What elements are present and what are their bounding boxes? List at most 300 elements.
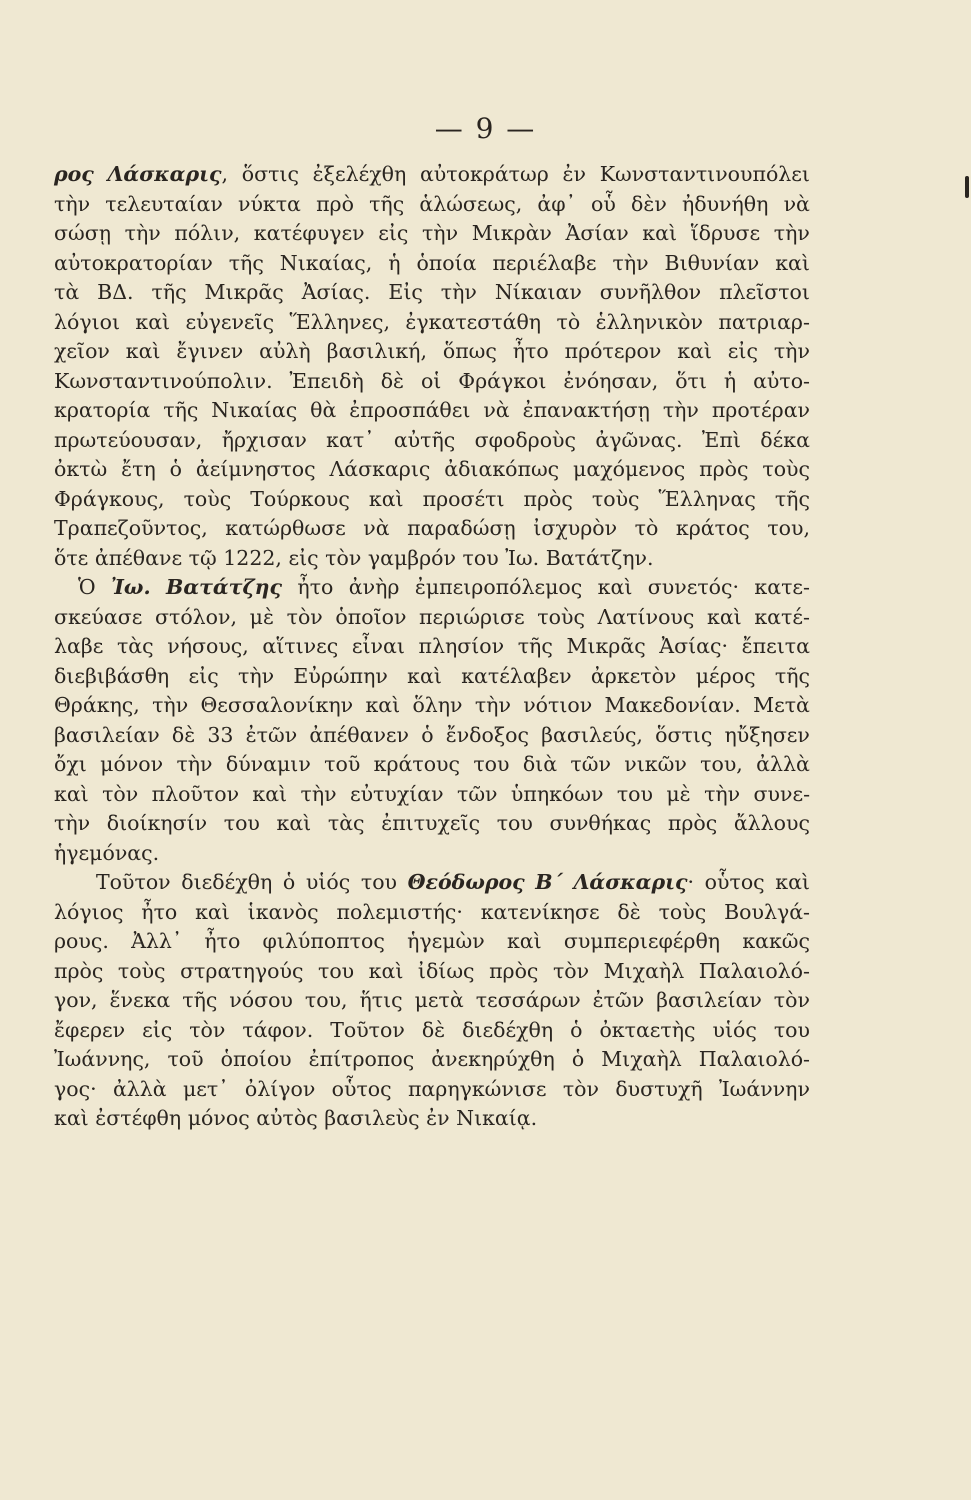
word: 1222, — [223, 545, 282, 570]
word: καὶ — [775, 870, 810, 894]
word: συνθήκας — [549, 811, 652, 835]
word: στρατηγούς — [180, 958, 304, 983]
word: περιέλαβε — [492, 250, 597, 275]
word: Εὐρώπην — [293, 663, 388, 688]
word: Ἰωάννης, — [54, 1047, 151, 1071]
word: διεδέχθη — [181, 870, 273, 894]
word: κατ᾽ — [326, 427, 375, 452]
word: εἰς — [378, 221, 409, 245]
word: ἀλλὰ — [756, 752, 810, 776]
text-line — [54, 190, 810, 220]
word: προσέτι — [422, 486, 505, 511]
word: πλεῖστοι — [719, 280, 810, 304]
word: ἔφερεν — [54, 1017, 126, 1042]
word: του, — [767, 516, 810, 540]
word: τὰς — [116, 634, 154, 658]
word: τῆς — [517, 634, 553, 658]
word: τὰ — [54, 280, 80, 304]
word: συμπεριεφέρθη — [563, 929, 721, 953]
word: πρὸ — [316, 191, 354, 216]
word: ὁποῖον — [335, 604, 407, 629]
word: κράτους — [373, 752, 460, 776]
word: τὸ — [556, 309, 581, 334]
word: Λατίνους — [597, 604, 695, 629]
word: Β´ — [535, 870, 563, 894]
text-line — [54, 1104, 810, 1134]
word: οἱ — [420, 368, 442, 393]
word: αὐτοκράτωρ — [419, 162, 549, 186]
word: Ἕλληνες, — [289, 309, 391, 334]
word: καὶ — [775, 250, 810, 275]
word: τὴν — [124, 221, 161, 245]
word: καὶ — [506, 929, 542, 953]
word: ἐνόησαν, — [563, 368, 659, 393]
word: τοὺς — [183, 486, 232, 511]
word: Θράκης, — [54, 693, 140, 717]
word: τοὺς — [117, 958, 166, 983]
word: παρηγκώνισε — [407, 1076, 547, 1101]
word: ἦτο — [512, 339, 549, 363]
word: καὶ — [368, 486, 404, 511]
text-line — [54, 662, 810, 692]
word: ὅστις — [655, 722, 713, 747]
text-line — [54, 573, 810, 603]
word: ὅτε — [54, 545, 89, 570]
word: βασιλεὺς — [324, 1106, 420, 1130]
word: δὲν — [630, 191, 667, 216]
text-line — [54, 455, 810, 485]
word: Ἀσίας. — [301, 280, 371, 304]
word: ἑλληνικὸν — [595, 309, 703, 334]
text-line — [54, 986, 810, 1016]
text-line — [54, 898, 810, 928]
word: Ἀσίας· — [659, 634, 728, 658]
word: εἰς — [288, 545, 319, 570]
word: ὁ — [169, 457, 182, 481]
word: βασιλείαν — [54, 722, 160, 747]
word: συνετός· — [647, 575, 740, 599]
text-line — [54, 219, 810, 249]
word: κατέφυγεν — [253, 221, 365, 245]
text-line — [54, 278, 810, 308]
text-line — [54, 514, 810, 544]
word: ηὔξησεν — [724, 722, 810, 747]
word: πρὸς — [489, 958, 539, 983]
word: ἡγεμόνας. — [54, 840, 160, 865]
word: Ἕλληνας — [658, 486, 756, 511]
word: Λάσκαρις· — [573, 870, 695, 894]
word: λόγιος — [54, 899, 124, 924]
word: κρατορία — [54, 398, 151, 422]
word: ἵδρυσε — [690, 221, 761, 245]
word: Μικρᾶς — [204, 280, 284, 304]
word: ὀκτὼ — [54, 457, 108, 481]
word: τελευταίαν — [105, 191, 223, 216]
word: εἰς — [188, 663, 219, 688]
word: Βιθυνίαν — [664, 250, 760, 275]
page-number: — 9 — — [434, 112, 537, 145]
word: τεσσάρων — [475, 988, 581, 1012]
word: ὅστις — [241, 162, 299, 186]
word: νικῶν — [624, 752, 687, 776]
word: γον, — [54, 988, 98, 1012]
word: διεδέχθη — [462, 1017, 554, 1042]
word: τὸ — [634, 516, 659, 540]
word: Νικαίας — [211, 398, 298, 422]
word: κατέ- — [754, 604, 810, 629]
word: καὶ — [125, 339, 161, 363]
word: στόλον, — [155, 604, 237, 629]
word: ρους. — [54, 929, 109, 953]
word: Μικρᾶς — [566, 634, 646, 658]
word: Θεσσαλονίκην — [200, 693, 354, 717]
word: ὁ — [570, 1017, 583, 1042]
word: τὴν — [662, 398, 699, 422]
word: βασιλείαν — [656, 988, 762, 1012]
word: τὰς — [327, 811, 365, 835]
word: του — [317, 958, 355, 983]
word: πόλιν, — [174, 221, 241, 245]
word: ρος — [54, 162, 94, 186]
word: ἐγκατεστάθη — [405, 309, 542, 334]
text-line — [54, 780, 810, 810]
text-line — [54, 160, 810, 190]
text-line — [54, 721, 810, 751]
text-line — [54, 544, 810, 574]
word: Ἰω. — [505, 545, 540, 570]
word: ὅλην — [412, 693, 463, 717]
word: ἔγινεν — [176, 339, 244, 363]
word: ὀκταετὴς — [599, 1017, 696, 1042]
word: ὁ — [421, 722, 434, 747]
word: νήσους, — [167, 634, 249, 658]
word: τῆς — [228, 250, 264, 275]
word: Λάσκαρις, — [107, 162, 229, 186]
word: του, — [700, 752, 743, 776]
word: νόσου — [229, 988, 293, 1012]
word: τὴν — [300, 781, 337, 806]
word: καὶ — [54, 1106, 89, 1130]
word: σώσῃ — [54, 221, 111, 245]
word: Μακεδονίαν. — [604, 693, 741, 717]
word: καὶ — [677, 339, 712, 363]
word: ΒΔ. — [97, 280, 134, 304]
word: ἔνδοξος — [445, 722, 529, 747]
word: ἥτις — [359, 988, 403, 1012]
word: του — [496, 811, 533, 835]
word: τοὺς — [658, 899, 707, 924]
word: του — [773, 1017, 810, 1042]
word: πρὸς — [667, 811, 718, 835]
word: εἰς — [142, 1017, 173, 1042]
text-line — [54, 308, 810, 338]
word: τάφον. — [242, 1017, 314, 1042]
word: οὗτος — [704, 870, 765, 894]
word: ἀγῶνας. — [595, 427, 683, 452]
word: διὰ — [522, 752, 558, 776]
word: συνε- — [753, 781, 810, 806]
word: τῶν — [570, 752, 611, 776]
word: πρὸς — [523, 486, 573, 511]
word: ἀνὴρ — [348, 575, 400, 599]
word: ἡ — [388, 250, 401, 275]
word: λόγιοι — [54, 309, 121, 334]
word: συνῆλθον — [599, 280, 702, 304]
word: τῆς — [774, 663, 810, 688]
word: Κωνσταντινούπολιν. — [54, 368, 273, 393]
word: Μιχαὴλ — [601, 1047, 682, 1071]
word: καὶ — [135, 309, 171, 334]
word: τὴν — [773, 221, 810, 245]
word: τὴν — [54, 811, 91, 835]
word: του — [360, 870, 398, 894]
text-line — [54, 868, 810, 898]
word: διεβιβάσθη — [54, 663, 170, 688]
word: ὅτι — [675, 368, 707, 393]
word: ἄλλους — [733, 811, 810, 835]
word: ἐξελέχθη — [312, 162, 407, 186]
word: Ἐπὶ — [701, 427, 741, 452]
word: γαμβρόν — [367, 545, 456, 570]
word: τὴν — [176, 752, 213, 776]
word: νὰ — [363, 516, 390, 540]
word: δὲ — [421, 1017, 446, 1042]
word: μετ᾽ — [182, 1076, 229, 1101]
word: Ἰωάννην — [719, 1076, 810, 1101]
word: τὴν — [54, 191, 91, 216]
word: πλησίον — [418, 634, 505, 658]
word: Ἀλλ᾽ — [131, 929, 183, 953]
word: ἀδιακόπως — [444, 457, 560, 481]
text-line — [54, 632, 810, 662]
word: τῶν — [456, 781, 498, 806]
word: Φράγκοι — [458, 368, 547, 393]
word: δὲ — [171, 722, 196, 747]
word: πρὸς — [699, 457, 749, 481]
word: του — [616, 781, 653, 806]
word: ἡγεμὼν — [407, 929, 485, 953]
word: καὶ — [195, 899, 230, 924]
word: ἀρκετὸν — [590, 663, 677, 688]
word: του, — [304, 988, 348, 1012]
word: ἠδυνήθη — [681, 191, 769, 216]
word: ἦτο — [204, 929, 241, 953]
word: κακῶς — [742, 929, 810, 953]
word: δέκα — [760, 427, 810, 452]
word: καὶ — [368, 958, 404, 983]
word: Τοῦτον — [330, 1017, 405, 1042]
word: ἰδίως — [417, 958, 475, 983]
word: τοὺς — [537, 604, 585, 629]
word: σκεύασε — [54, 604, 143, 629]
word: καὶ — [276, 811, 312, 835]
word: Τούρκους — [250, 486, 350, 511]
word: Βατάτζην. — [545, 545, 654, 570]
word: Νικαίας, — [279, 250, 373, 275]
word: αὐτο- — [753, 368, 810, 393]
word: αὐτοκρατορίαν — [54, 250, 213, 275]
word: Ἰω. — [111, 575, 151, 599]
word: τὴν — [440, 280, 477, 304]
word: Φράγκους, — [54, 486, 165, 511]
word: ὁποίου — [220, 1047, 292, 1071]
word: ἀπέθανε — [94, 545, 183, 570]
word: κράτος — [675, 516, 750, 540]
word: υἱός — [305, 870, 351, 894]
word: του — [223, 811, 260, 835]
word: ἀπέθανεν — [309, 722, 410, 747]
word: ἱκανὸς — [247, 899, 319, 924]
word: Ἀσίαν — [565, 221, 629, 245]
word: νότιον — [523, 693, 593, 717]
word: ἐτῶν — [592, 988, 645, 1012]
word: ἐπιτυχεῖς — [381, 811, 481, 835]
word: τὴν — [704, 781, 741, 806]
word: θὰ — [310, 398, 337, 422]
word: ὁ — [571, 1047, 585, 1071]
word: Μετὰ — [753, 693, 810, 717]
word: κατώρθωσε — [225, 516, 346, 540]
word: κατε- — [754, 575, 810, 599]
word: δὲ — [380, 368, 405, 393]
word: καὶ — [54, 781, 89, 806]
word: ἀφ᾽ — [537, 191, 576, 216]
text-line — [54, 367, 810, 397]
text-line — [54, 426, 810, 456]
word: τὸν — [102, 781, 139, 806]
word: μόνον — [100, 752, 164, 776]
word: πρωτεύουσαν, — [54, 427, 203, 452]
word: προτέραν — [711, 398, 810, 422]
word: τῆς — [182, 988, 218, 1012]
word: ἐπανακτήσῃ — [522, 398, 650, 422]
word: λαβε — [54, 634, 104, 658]
word: νὰ — [483, 398, 510, 422]
word: Ἐπειδὴ — [289, 368, 364, 393]
word: αὐτὸς — [256, 1106, 318, 1130]
word: κατενίκησε — [480, 899, 600, 924]
word: τὸν — [562, 1076, 599, 1101]
word: ἐν — [426, 1106, 450, 1130]
word: Μικρὰν — [471, 221, 552, 245]
word: ἡ — [723, 368, 737, 393]
word: ἔπειτα — [741, 634, 810, 658]
word: χεῖον — [54, 339, 110, 363]
word: ἰσχυρὸν — [533, 516, 618, 540]
word: εἰς — [727, 339, 758, 363]
word: πολεμιστής· — [336, 899, 463, 924]
word: Νίκαιαν — [494, 280, 582, 304]
word: δύναμιν — [225, 752, 311, 776]
word: ἀείμνηστος — [195, 457, 316, 481]
word: ἐν — [562, 162, 586, 186]
word: τῆς — [151, 280, 187, 304]
word: τὸν — [286, 604, 323, 629]
word: τῆς — [163, 398, 199, 422]
word: γος· — [54, 1076, 97, 1101]
text-line — [54, 1016, 810, 1046]
word: οὗ — [591, 191, 616, 216]
word: ἀλλὰ — [112, 1076, 167, 1101]
word: καὶ — [707, 604, 742, 629]
word: τοῦ — [167, 1047, 204, 1071]
word: σφοδροὺς — [474, 427, 576, 452]
word: οὗτος — [331, 1076, 392, 1101]
text-line — [54, 249, 810, 279]
word: μὲ — [249, 604, 274, 629]
word: ἔτη — [121, 457, 156, 481]
word: εἶναι — [351, 634, 405, 658]
word: τὴν — [421, 221, 459, 245]
text-line — [54, 957, 810, 987]
word: ὁποία — [416, 250, 477, 275]
word: τὸν — [325, 545, 362, 570]
word: τὸν — [189, 1017, 226, 1042]
word: τῆς — [774, 486, 810, 511]
word: παραδώσῃ — [407, 516, 516, 540]
text-line — [54, 485, 810, 515]
word: πατριαρ- — [718, 309, 810, 334]
word: Εἰς — [388, 280, 423, 304]
word: αὐλὴ — [259, 339, 311, 363]
word: βασιλική, — [326, 339, 427, 363]
word: περιώρισε — [419, 604, 525, 629]
word: Ὁ — [78, 575, 96, 599]
word: καὶ — [365, 693, 401, 717]
word: Παλαιολό- — [698, 1047, 810, 1071]
word: τῆς — [369, 191, 405, 216]
word: 33 — [207, 722, 234, 747]
word: μαχόμενος — [573, 457, 686, 481]
word: εὐγενεῖς — [185, 309, 275, 334]
edge-mark — [965, 176, 969, 198]
text-line — [54, 603, 810, 633]
word: τοὺς — [762, 457, 810, 481]
text-line — [54, 396, 810, 426]
word: υἱός — [712, 1017, 757, 1042]
word: καὶ — [252, 781, 288, 806]
word: Μιχαὴλ — [603, 958, 685, 983]
word: ἦτο — [141, 899, 178, 924]
word: ὄχι — [54, 752, 87, 776]
word: Βατάτζης — [166, 575, 282, 599]
word: του — [473, 752, 510, 776]
word: τὴν — [773, 339, 810, 363]
word: ἕνεκα — [109, 988, 171, 1012]
word: ὑπηκόων — [510, 781, 604, 806]
word: ἁλώσεως, — [419, 191, 523, 216]
word: αἵτινες — [262, 634, 339, 658]
word: Λάσκαρις — [329, 457, 431, 481]
word: δυστυχῆ — [615, 1076, 703, 1101]
word: Βουλγά- — [724, 899, 810, 924]
text-line — [54, 750, 810, 780]
word: ὅπως — [442, 339, 497, 363]
word: μέρος — [695, 663, 756, 688]
word: μὲ — [666, 781, 691, 806]
word: ἐμπειροπόλεμος — [414, 575, 583, 599]
word: πρὸς — [54, 958, 104, 983]
text-line — [54, 1045, 810, 1075]
word: δὲ — [617, 899, 641, 924]
text-line — [54, 337, 810, 367]
word: ὁ — [282, 870, 296, 894]
word: φιλύποπτος — [262, 929, 385, 953]
word: πλοῦτον — [151, 781, 240, 806]
word: τῷ — [188, 545, 217, 570]
word: νύκτα — [237, 191, 301, 216]
text-line — [54, 809, 810, 839]
